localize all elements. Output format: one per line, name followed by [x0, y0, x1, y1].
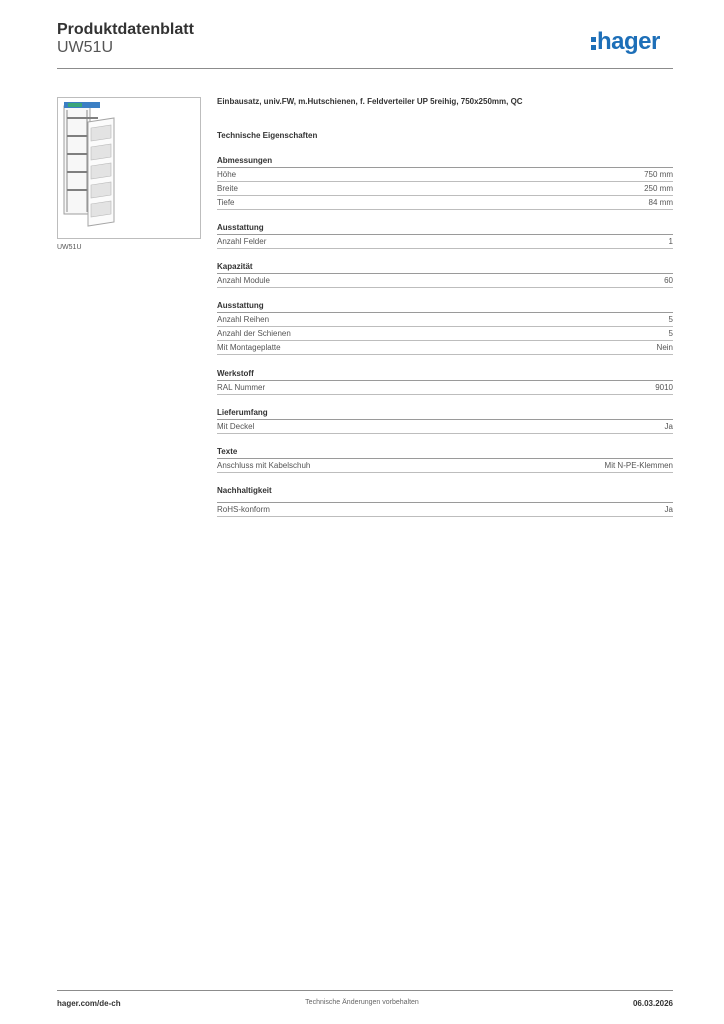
section-title: Abmessungen	[217, 156, 673, 168]
property-label: Tiefe	[217, 198, 235, 207]
section-lieferumfang	[217, 408, 673, 434]
property-value: Ja	[664, 505, 673, 514]
property-label: RoHS-konform	[217, 505, 270, 514]
property-row	[217, 196, 673, 210]
property-row	[217, 327, 673, 341]
property-row	[217, 274, 673, 288]
property-row	[217, 182, 673, 196]
property-label: Mit Deckel	[217, 422, 255, 431]
property-row	[217, 420, 673, 434]
property-value: 250 mm	[644, 184, 673, 193]
property-value: 750 mm	[644, 170, 673, 179]
image-caption: UW51U	[57, 244, 82, 251]
property-row	[217, 313, 673, 327]
section-title: Nachhaltigkeit	[217, 486, 673, 503]
section-title: Ausstattung	[217, 301, 673, 313]
section-texte	[217, 447, 673, 473]
hager-logo	[591, 26, 660, 58]
property-value: 5	[668, 329, 673, 338]
product-description: Einbausatz, univ.FW, m.Hutschienen, f. Feldverteiler UP 5reihig, 750x250mm, QC	[217, 97, 523, 106]
logo-text: hager	[597, 28, 660, 55]
property-label: Breite	[217, 184, 238, 193]
property-value: 9010	[655, 383, 673, 392]
section-werkstoff	[217, 369, 673, 395]
property-value: 84 mm	[648, 198, 673, 207]
property-row	[217, 341, 673, 355]
property-label: Anzahl Reihen	[217, 315, 270, 324]
page-title: Produktdatenblatt	[57, 21, 194, 38]
property-row	[217, 459, 673, 473]
property-value: Mit N-PE-Klemmen	[604, 461, 673, 470]
property-value: Ja	[664, 422, 673, 431]
footer-date: 06.03.2026	[632, 999, 673, 1008]
property-row	[217, 168, 673, 182]
footer-notice: Technische Änderungen vorbehalten	[305, 999, 419, 1006]
property-row	[217, 503, 673, 517]
section-title: Kapazität	[217, 262, 673, 274]
section-title: Werkstoff	[217, 369, 673, 381]
property-label: Anzahl Module	[217, 276, 270, 285]
section-ausstattung-2	[217, 301, 673, 355]
property-label: Anzahl der Schienen	[217, 329, 291, 338]
logo-dots-icon	[591, 35, 596, 51]
technical-properties-heading: Technische Eigenschaften	[217, 131, 318, 140]
footer-website-link[interactable]: hager.com/de-ch	[57, 999, 121, 1008]
section-kapazitaet	[217, 262, 673, 288]
section-nachhaltigkeit	[217, 486, 673, 517]
property-label: Anschluss mit Kabelschuh	[217, 461, 311, 470]
product-illustration-icon	[58, 98, 200, 238]
property-label: RAL Nummer	[217, 383, 266, 392]
section-title: Lieferumfang	[217, 408, 673, 420]
product-image	[57, 97, 201, 239]
section-abmessungen	[217, 156, 673, 210]
property-value: 5	[668, 315, 673, 324]
property-value: 1	[668, 237, 673, 246]
product-code: UW51U	[57, 39, 114, 56]
section-title: Ausstattung	[217, 223, 673, 235]
section-ausstattung	[217, 223, 673, 249]
property-label: Mit Montageplatte	[217, 343, 281, 352]
section-title: Texte	[217, 447, 673, 459]
property-value: Nein	[656, 343, 673, 352]
property-value: 60	[664, 276, 673, 285]
property-label: Höhe	[217, 170, 237, 179]
footer-divider	[57, 990, 673, 991]
header-divider	[57, 68, 673, 69]
property-row	[217, 381, 673, 395]
property-row	[217, 235, 673, 249]
property-label: Anzahl Felder	[217, 237, 267, 246]
